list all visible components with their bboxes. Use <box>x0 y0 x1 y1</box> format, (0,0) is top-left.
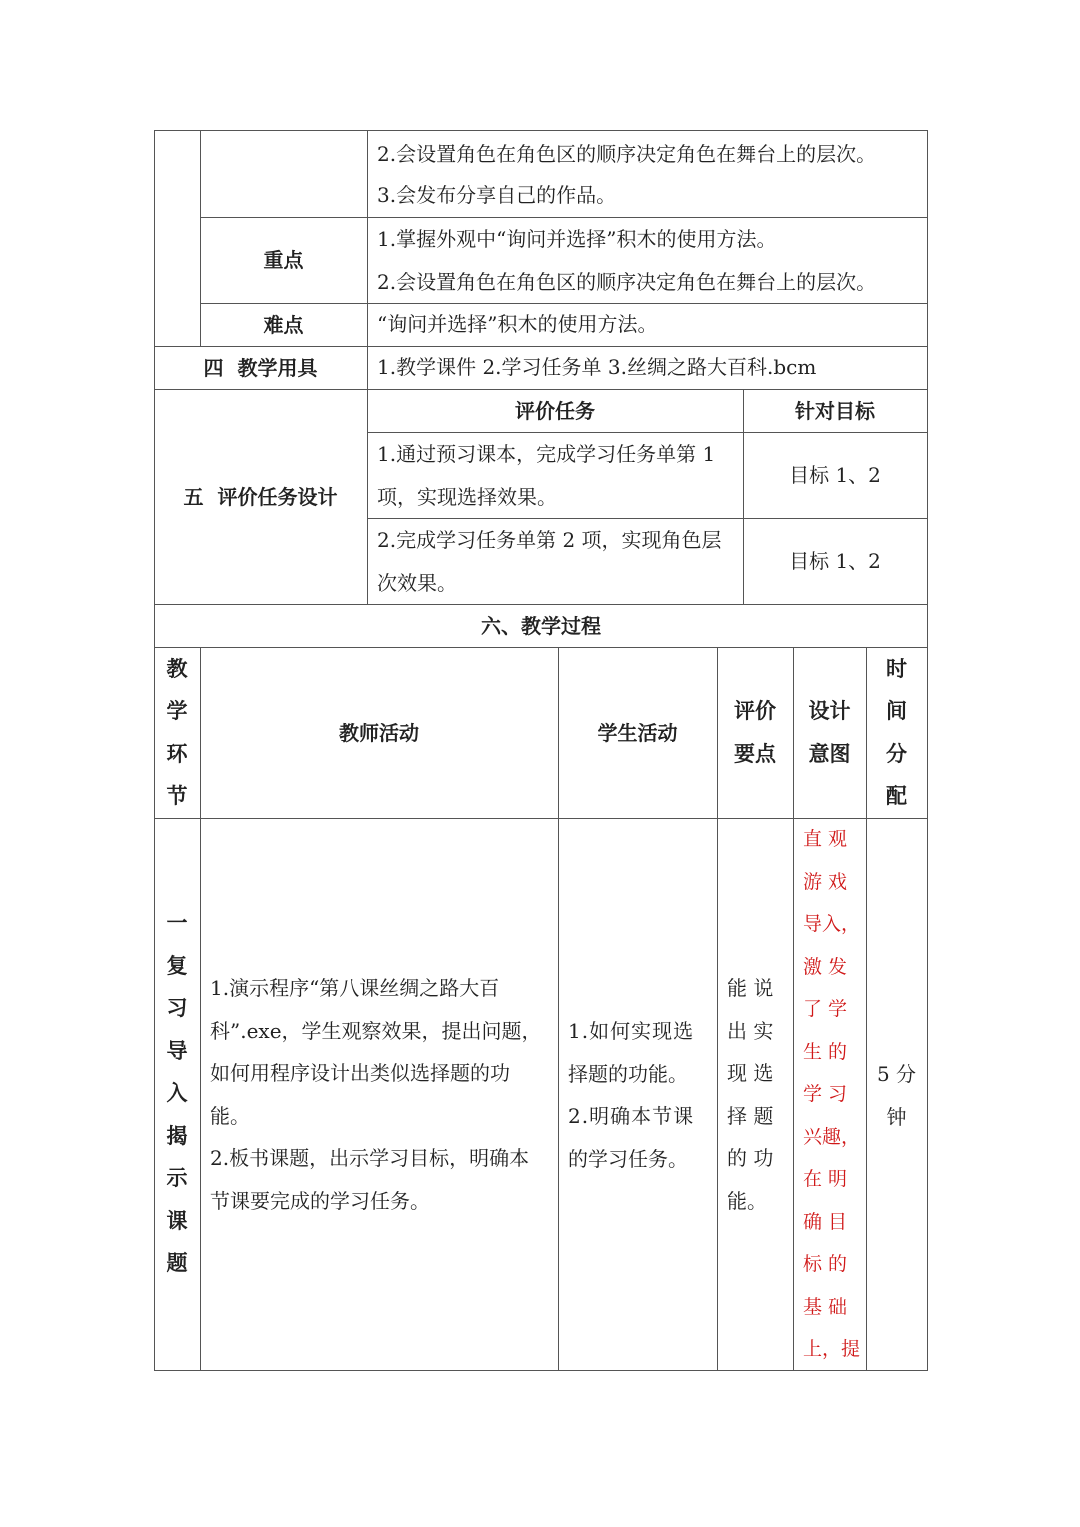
row1-stage-char: 入 <box>166 1080 188 1105</box>
student-line: 择题的功能。 <box>568 1061 688 1086</box>
teacher-line: 科”.exe，学生观察效果，提出问题， <box>210 1018 542 1043</box>
time-line: 5 分 <box>876 1062 917 1086</box>
header-eval-line: 要点 <box>734 740 776 766</box>
header-teacher: 教师活动 <box>339 720 419 745</box>
header-eval-line: 评价 <box>734 698 776 723</box>
row1-teacher-activity <box>200 967 558 1222</box>
tools-text: 1.教学课件 2.学习任务单 3.丝绸之路大百科.bcm <box>377 355 817 379</box>
row1-stage <box>154 902 200 1286</box>
table-border-right <box>927 130 928 1371</box>
teacher-line: 节课要完成的学习任务。 <box>210 1188 430 1213</box>
difficulty-text: “询问并选择”积木的使用方法。 <box>377 312 658 336</box>
teacher-line: 如何用程序设计出类似选择题的功 <box>210 1061 510 1085</box>
header-time-char: 间 <box>886 698 907 723</box>
evaluation-label: 五 评价任务设计 <box>183 484 338 509</box>
row1-student-activity <box>558 1010 717 1180</box>
header-eval <box>717 647 793 818</box>
design-line: 激 发 <box>803 955 848 978</box>
header-stage-char: 学 <box>166 698 188 723</box>
header-stage-char: 环 <box>166 740 188 766</box>
objective-line-3: 3.会发布分享自己的作品。 <box>377 183 617 207</box>
eval-line: 的 功 <box>727 1146 774 1170</box>
header-stage <box>154 647 200 818</box>
row1-stage-char: 复 <box>166 952 188 978</box>
row1-stage-char: 一 <box>166 910 188 935</box>
header-design-line: 设计 <box>808 698 851 723</box>
eval-line: 出 实 <box>727 1018 774 1043</box>
design-line: 游 戏 <box>803 870 848 893</box>
evaluation-target-1: 目标 1、2 <box>789 463 881 487</box>
row1-stage-char: 课 <box>166 1207 188 1233</box>
design-line: 直 观 <box>803 828 848 850</box>
tools-label: 四 教学用具 <box>203 355 318 380</box>
header-time-char: 配 <box>886 783 907 808</box>
evaluation-col-target: 针对目标 <box>795 398 875 423</box>
time-line: 钟 <box>886 1104 907 1129</box>
design-line: 兴趣， <box>803 1125 861 1148</box>
student-line: 2.明确本节课 <box>568 1104 695 1128</box>
design-line: 导入， <box>803 913 861 935</box>
objective-line-2: 2.会设置角色在角色区的顺序决定角色在舞台上的层次。 <box>377 142 877 166</box>
difficulty-label: 难点 <box>263 312 304 337</box>
header-student: 学生活动 <box>597 720 678 745</box>
student-line: 1.如何实现选 <box>568 1019 695 1043</box>
header-time-char: 时 <box>886 655 907 681</box>
design-line: 上，提 <box>803 1338 861 1360</box>
row1-time <box>866 1053 927 1138</box>
row1-design-intent <box>793 818 866 1371</box>
table-border-top <box>154 130 928 131</box>
evaluation-task-2-line-1: 2.完成学习任务单第 2 项，实现角色层 <box>377 528 722 552</box>
evaluation-task-2-line-2: 次效果。 <box>377 571 457 595</box>
header-design <box>793 647 866 818</box>
header-time-char: 分 <box>886 740 907 766</box>
evaluation-target-2: 目标 1、2 <box>789 549 881 573</box>
evaluation-col-task: 评价任务 <box>515 398 595 423</box>
eval-line: 现 选 <box>727 1061 774 1085</box>
design-line: 基 础 <box>803 1295 848 1318</box>
key-points-label: 重点 <box>263 248 304 272</box>
eval-line: 择 题 <box>727 1103 774 1128</box>
row1-stage-char: 导 <box>166 1037 188 1063</box>
eval-line: 能。 <box>727 1188 767 1213</box>
row1-stage-char: 示 <box>166 1165 188 1190</box>
design-line: 学 习 <box>803 1083 848 1105</box>
header-stage-char: 教 <box>166 655 188 681</box>
design-line: 生 的 <box>803 1040 848 1063</box>
row1-stage-char: 揭 <box>166 1122 188 1148</box>
design-line: 了 学 <box>803 998 848 1020</box>
key-point-line-1: 1.掌握外观中“询问并选择”积木的使用方法。 <box>377 227 777 251</box>
row1-stage-char: 习 <box>166 995 188 1020</box>
teacher-line: 2.板书课题，出示学习目标，明确本 <box>210 1146 530 1170</box>
eval-line: 能 说 <box>727 976 774 1000</box>
row1-stage-char: 题 <box>166 1250 188 1275</box>
header-design-line: 意图 <box>808 740 851 766</box>
header-stage-char: 节 <box>166 783 188 808</box>
student-line: 的学习任务。 <box>568 1146 688 1171</box>
header-time <box>866 647 927 818</box>
teacher-line: 能。 <box>210 1103 250 1128</box>
process-title: 六、教学过程 <box>481 613 601 638</box>
design-line: 确 目 <box>803 1210 848 1233</box>
key-point-line-2: 2.会设置角色在角色区的顺序决定角色在舞台上的层次。 <box>377 270 877 294</box>
row1-eval-points <box>717 967 793 1222</box>
design-line: 在 明 <box>803 1168 848 1190</box>
evaluation-task-1-line-1: 1.通过预习课本，完成学习任务单第 1 <box>377 442 716 466</box>
design-line: 标 的 <box>803 1253 848 1275</box>
evaluation-task-1-line-2: 项，实现选择效果。 <box>377 485 557 509</box>
teacher-line: 1.演示程序“第八课丝绸之路大百 <box>210 976 500 1000</box>
